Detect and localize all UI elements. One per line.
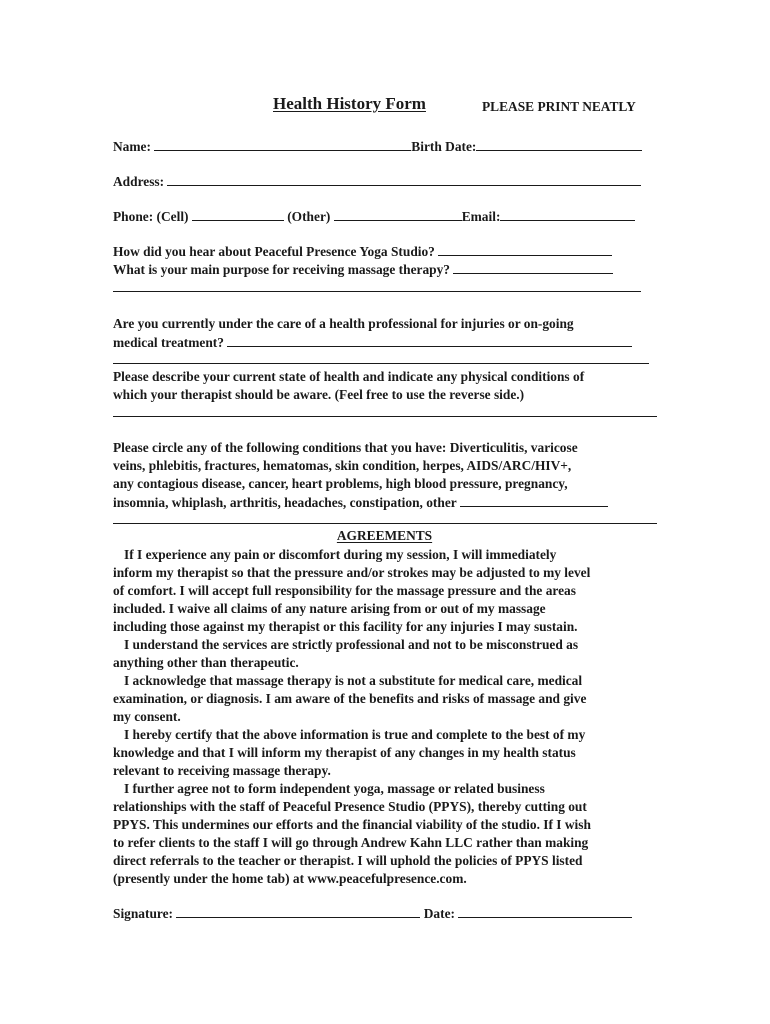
conditions-other-continuation[interactable] (113, 523, 657, 524)
purpose-label: What is your main purpose for receiving massage therapy? (113, 262, 450, 277)
care-question-line2: medical treatment? (113, 335, 224, 350)
phone-cell-field[interactable] (192, 207, 284, 221)
phone-cell-label: Phone: (Cell) (113, 209, 189, 224)
agreement-line: I understand the services are strictly professional and not to be misconstrued as (124, 637, 579, 652)
agreement-line: (presently under the home tab) at www.peacefulpresence.com. (113, 871, 467, 886)
agreement-line: of comfort. I will accept full responsibility for the massage pressure and the areas (113, 583, 576, 598)
address-row (113, 172, 641, 191)
health-state-line2: which your therapist should be aware. (Feel free to use the reverse side.) (113, 387, 525, 402)
agreement-line: I acknowledge that massage therapy is not a substitute for medical care, medical (124, 673, 583, 688)
agreement-line: knowledge and that I will inform my therapist of any changes in my health status (113, 745, 576, 760)
care-field-continuation[interactable] (113, 363, 649, 364)
agreement-line: I hereby certify that the above information is true and complete to the best of my (124, 727, 586, 742)
purpose-row (113, 260, 613, 279)
signature-label: Signature: (113, 906, 174, 921)
birth-date-field[interactable] (476, 137, 642, 151)
conditions-line3: any contagious disease, cancer, heart problems, high blood pressure, pregnancy, (113, 476, 568, 491)
hear-about-row (113, 242, 612, 261)
email-label: Email: (461, 209, 501, 224)
conditions-other-field[interactable] (460, 493, 608, 507)
birth-date-label: Birth Date: (411, 139, 477, 154)
hear-about-field[interactable] (438, 242, 612, 256)
care-question-line1: Are you currently under the care of a health professional for injuries or on-going (113, 316, 574, 331)
care-field[interactable] (227, 333, 632, 347)
agreement-line: relationships with the staff of Peaceful Presence Studio (PPYS), thereby cutting out (113, 799, 587, 814)
conditions-row (113, 493, 608, 512)
phone-other-label: (Other) (287, 209, 331, 224)
agreement-line: including those against my therapist or this facility for any injuries I may sustain. (113, 619, 578, 634)
agreement-line: PPYS. This undermines our efforts and the financial viability of the studio. If I wish (113, 817, 591, 832)
print-neatly-note: PLEASE PRINT NEATLY (482, 99, 636, 114)
address-label: Address: (113, 174, 165, 189)
agreement-line: I further agree not to form independent yoga, massage or related business (124, 781, 545, 796)
agreement-line: anything other than therapeutic. (113, 655, 299, 670)
conditions-line2: veins, phlebitis, fractures, hematomas, skin condition, herpes, AIDS/ARC/HIV+, (113, 458, 572, 473)
phone-email-row (113, 207, 635, 226)
name-birthdate-row (113, 137, 642, 156)
agreement-line: inform my therapist so that the pressure and/or strokes may be adjusted to my level (113, 565, 591, 580)
form-title: Health History Form (273, 94, 426, 113)
agreement-line: direct referrals to the teacher or therapist. I will uphold the policies of PPYS listed (113, 853, 583, 868)
health-state-field[interactable] (113, 416, 657, 417)
hear-about-label: How did you hear about Peaceful Presence Yoga Studio? (113, 244, 435, 259)
conditions-line4: insomnia, whiplash, arthritis, headaches, constipation, other (113, 495, 457, 510)
phone-other-field[interactable] (334, 207, 462, 221)
agreements-body (113, 546, 658, 888)
agreement-line: If I experience any pain or discomfort during my session, I will immediately (124, 547, 557, 562)
purpose-field[interactable] (453, 260, 613, 274)
health-state-line1: Please describe your current state of health and indicate any physical conditions of (113, 369, 585, 384)
date-field[interactable] (458, 904, 632, 918)
signature-date-row (113, 904, 632, 923)
name-field[interactable] (154, 137, 411, 151)
purpose-field-continuation[interactable] (113, 291, 641, 292)
name-label: Name: (113, 139, 151, 154)
care-question-row (113, 333, 632, 352)
agreement-line: my consent. (113, 709, 181, 724)
agreement-line: examination, or diagnosis. I am aware of the benefits and risks of massage and give (113, 691, 587, 706)
agreement-line: relevant to receiving massage therapy. (113, 763, 331, 778)
agreement-line: included. I waive all claims of any nature arising from or out of my massage (113, 601, 546, 616)
address-field[interactable] (167, 172, 641, 186)
email-field[interactable] (500, 207, 635, 221)
conditions-line1: Please circle any of the following conditions that you have: Diverticulitis, varicose (113, 440, 578, 455)
date-label: Date: (423, 906, 455, 921)
signature-field[interactable] (176, 904, 420, 918)
agreement-line: to refer clients to the staff I will go through Andrew Kahn LLC rather than making (113, 835, 589, 850)
agreements-heading: AGREEMENTS (336, 528, 433, 543)
